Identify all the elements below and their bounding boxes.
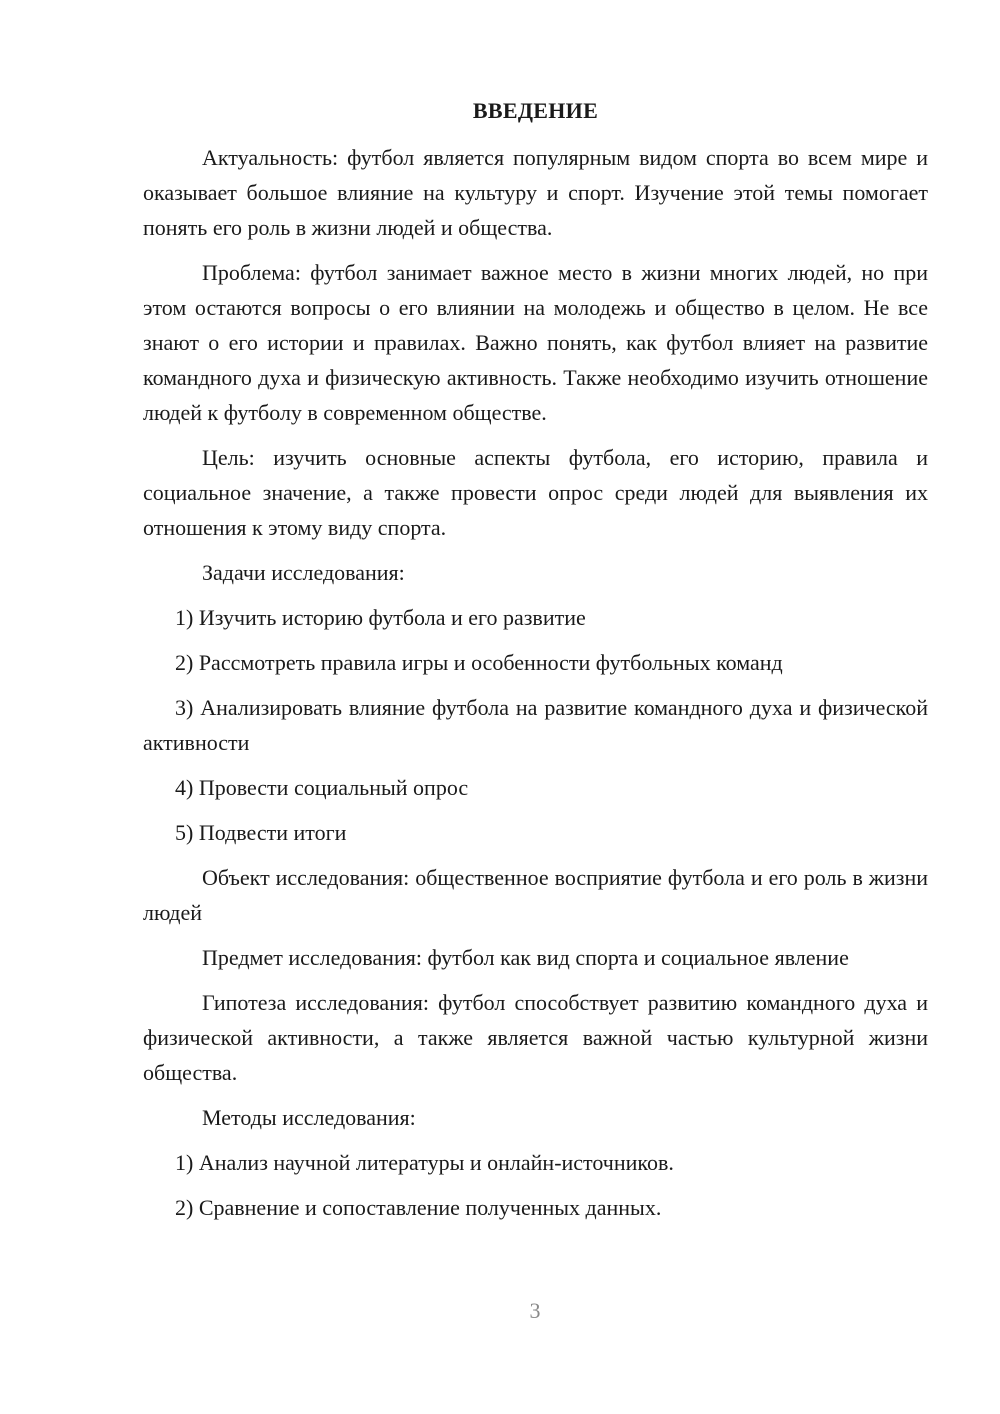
method-item-2: 2) Сравнение и сопоставление полученных данных. — [175, 1195, 662, 1220]
method-item-1: 1) Анализ научной литературы и онлайн-источников. — [175, 1150, 674, 1175]
methods-heading: Методы исследования: — [202, 1105, 416, 1130]
tasks-heading: Задачи исследования: — [202, 560, 405, 585]
relevance-paragraph: Актуальность: футбол является популярным видом спорта во всем мире и оказывает большое влияние на культуру и спорт. Изучение этой темы помогает понять его роль в жизни людей и общества. — [143, 145, 928, 240]
hypothesis-paragraph: Гипотеза исследования: футбол способствует развитию командного духа и физической активности, а также является важной частью культурной жизни общества. — [143, 990, 928, 1085]
subject-paragraph: Предмет исследования: футбол как вид спорта и социальное явление — [202, 945, 849, 970]
task-item-3: 3) Анализировать влияние футбола на развитие командного духа и физической активности — [143, 695, 928, 755]
task-item-1: 1) Изучить историю футбола и его развитие — [175, 605, 586, 630]
task-item-4: 4) Провести социальный опрос — [175, 775, 469, 800]
task-item-2: 2) Рассмотреть правила игры и особенности футбольных команд — [175, 650, 783, 675]
section-title: ВВЕДЕНИЕ — [472, 98, 599, 123]
object-paragraph: Объект исследования: общественное восприятие футбола и его роль в жизни людей — [143, 865, 928, 925]
page-number: 3 — [529, 1298, 541, 1323]
goal-paragraph: Цель: изучить основные аспекты футбола, его историю, правила и социальное значение, а также провести опрос среди людей для выявления их отношения к этому виду спорта. — [143, 445, 928, 540]
task-item-5: 5) Подвести итоги — [175, 820, 347, 845]
document-body — [143, 94, 928, 1235]
problem-paragraph: Проблема: футбол занимает важное место в жизни многих людей, но при этом остаются вопросы о его влиянии на молодежь и общество в целом. Не все знают о его истории и правилах. Важно понять, как футбол влияет на развитие командного духа и физическую активность. Также необходимо изучить отношение людей к футболу в современном обществе. — [143, 260, 928, 425]
